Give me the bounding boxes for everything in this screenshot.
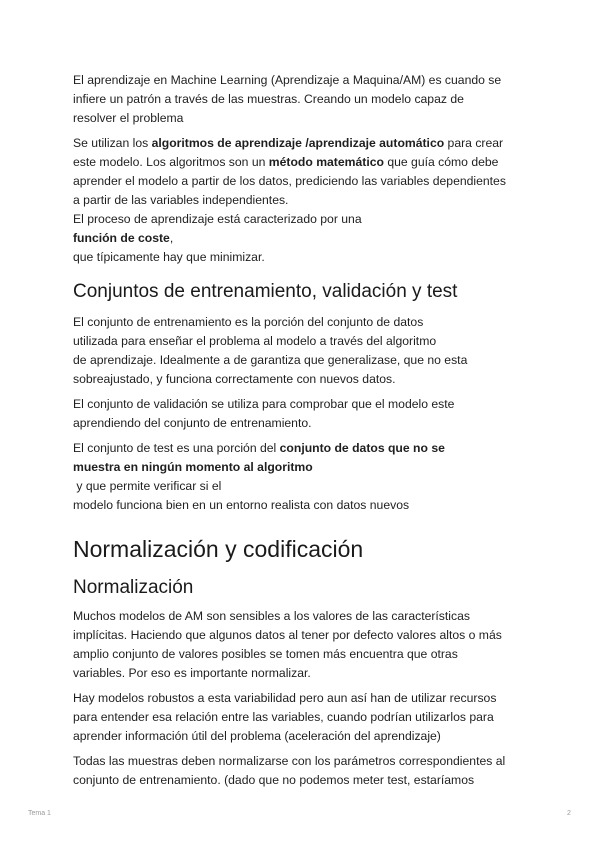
chapter-heading-normalizacion-codificacion: Normalización y codificación xyxy=(73,536,364,562)
text-line: infiere un patrón a través de las muestras. Creando un modelo capaz de xyxy=(73,92,464,106)
text-line xyxy=(73,153,533,172)
text-line xyxy=(73,458,533,477)
text-line: Todas las muestras deben normalizarse con los parámetros correspondientes al xyxy=(73,754,506,768)
section2-paragraph-3 xyxy=(73,752,533,790)
text-line: aprender el modelo a partir de los datos, prediciendo las variables dependientes xyxy=(73,174,506,188)
text-line: aprender información útil del problema (aceleración del aprendizaje) xyxy=(73,729,441,743)
bold-term-algoritmos: algoritmos de aprendizaje /aprendizaje automático xyxy=(151,136,445,150)
text-line: El conjunto de validación se utiliza para comprobar que el modelo este xyxy=(73,397,455,411)
text-run: este modelo. Los algoritmos son un xyxy=(73,155,269,169)
section-heading-normalizacion: Normalización xyxy=(73,577,194,598)
intro-paragraph-2 xyxy=(73,134,533,267)
document-page xyxy=(73,71,533,796)
text-line: para entender esa relación entre las variables, cuando podrían utilizarlos para xyxy=(73,710,494,724)
text-line: El proceso de aprendizaje está caracterizado por una xyxy=(73,212,362,226)
text-line: El conjunto de entrenamiento es la porción del conjunto de datos xyxy=(73,315,424,329)
text-run: para crear xyxy=(444,136,504,150)
text-line: que típicamente hay que minimizar. xyxy=(73,250,265,264)
section1-paragraph-1 xyxy=(73,313,533,389)
text-line: utilizada para enseñar el problema al modelo a través del algoritmo xyxy=(73,334,437,348)
text-line xyxy=(73,229,533,248)
text-line: variables. Por eso es importante normalizar. xyxy=(73,666,311,680)
text-run: Se utilizan los xyxy=(73,136,152,150)
text-line: aprendiendo del conjunto de entrenamiento. xyxy=(73,416,312,430)
section2-paragraph-2 xyxy=(73,689,533,746)
text-line: conjunto de entrenamiento. (dado que no podemos meter test, estaríamos xyxy=(73,773,475,787)
text-line: amplio conjunto de valores posibles se tomen más encuentra que otras xyxy=(73,647,458,661)
intro-paragraph-1 xyxy=(73,71,533,128)
bold-term-muestra: muestra en ningún momento al algoritmo xyxy=(73,460,313,474)
section1-paragraph-2 xyxy=(73,395,533,433)
text-line: a partir de las variables independientes. xyxy=(73,193,289,207)
footer-page-number: 2 xyxy=(567,810,571,817)
bold-term-conjunto-datos: conjunto de datos que no se xyxy=(279,441,445,455)
text-line: El aprendizaje en Machine Learning (Aprendizaje a Maquina/AM) es cuando se xyxy=(73,73,502,87)
text-line: de aprendizaje. Idealmente a de garantiza que generalizase, que no esta xyxy=(73,353,468,367)
text-line: modelo funciona bien en un entorno realista con datos nuevos xyxy=(73,498,410,512)
text-line: Hay modelos robustos a esta variabilidad pero aun así han de utilizar recursos xyxy=(73,691,497,705)
text-run: , xyxy=(169,231,174,245)
text-line: Muchos modelos de AM son sensibles a los valores de las características xyxy=(73,609,470,623)
text-line: sobreajustado, y funciona correctamente con nuevos datos. xyxy=(73,372,396,386)
text-line xyxy=(73,134,533,153)
text-line: y que permite verificar si el xyxy=(73,479,222,493)
bold-term-metodo: método matemático xyxy=(268,155,384,169)
text-run: que guía cómo debe xyxy=(383,155,499,169)
text-line: resolver el problema xyxy=(73,111,184,125)
section1-paragraph-3 xyxy=(73,439,533,515)
section2-paragraph-1 xyxy=(73,607,533,683)
text-run: El conjunto de test es una porción del xyxy=(73,441,280,455)
bold-term-funcion-coste: función de coste xyxy=(73,231,170,245)
section-heading-conjuntos: Conjuntos de entrenamiento, validación y test xyxy=(73,281,458,302)
footer-document-title: Tema 1 xyxy=(28,810,51,817)
text-line: implícitas. Haciendo que algunos datos al tener por defecto valores altos o más xyxy=(73,628,502,642)
text-line xyxy=(73,439,533,458)
